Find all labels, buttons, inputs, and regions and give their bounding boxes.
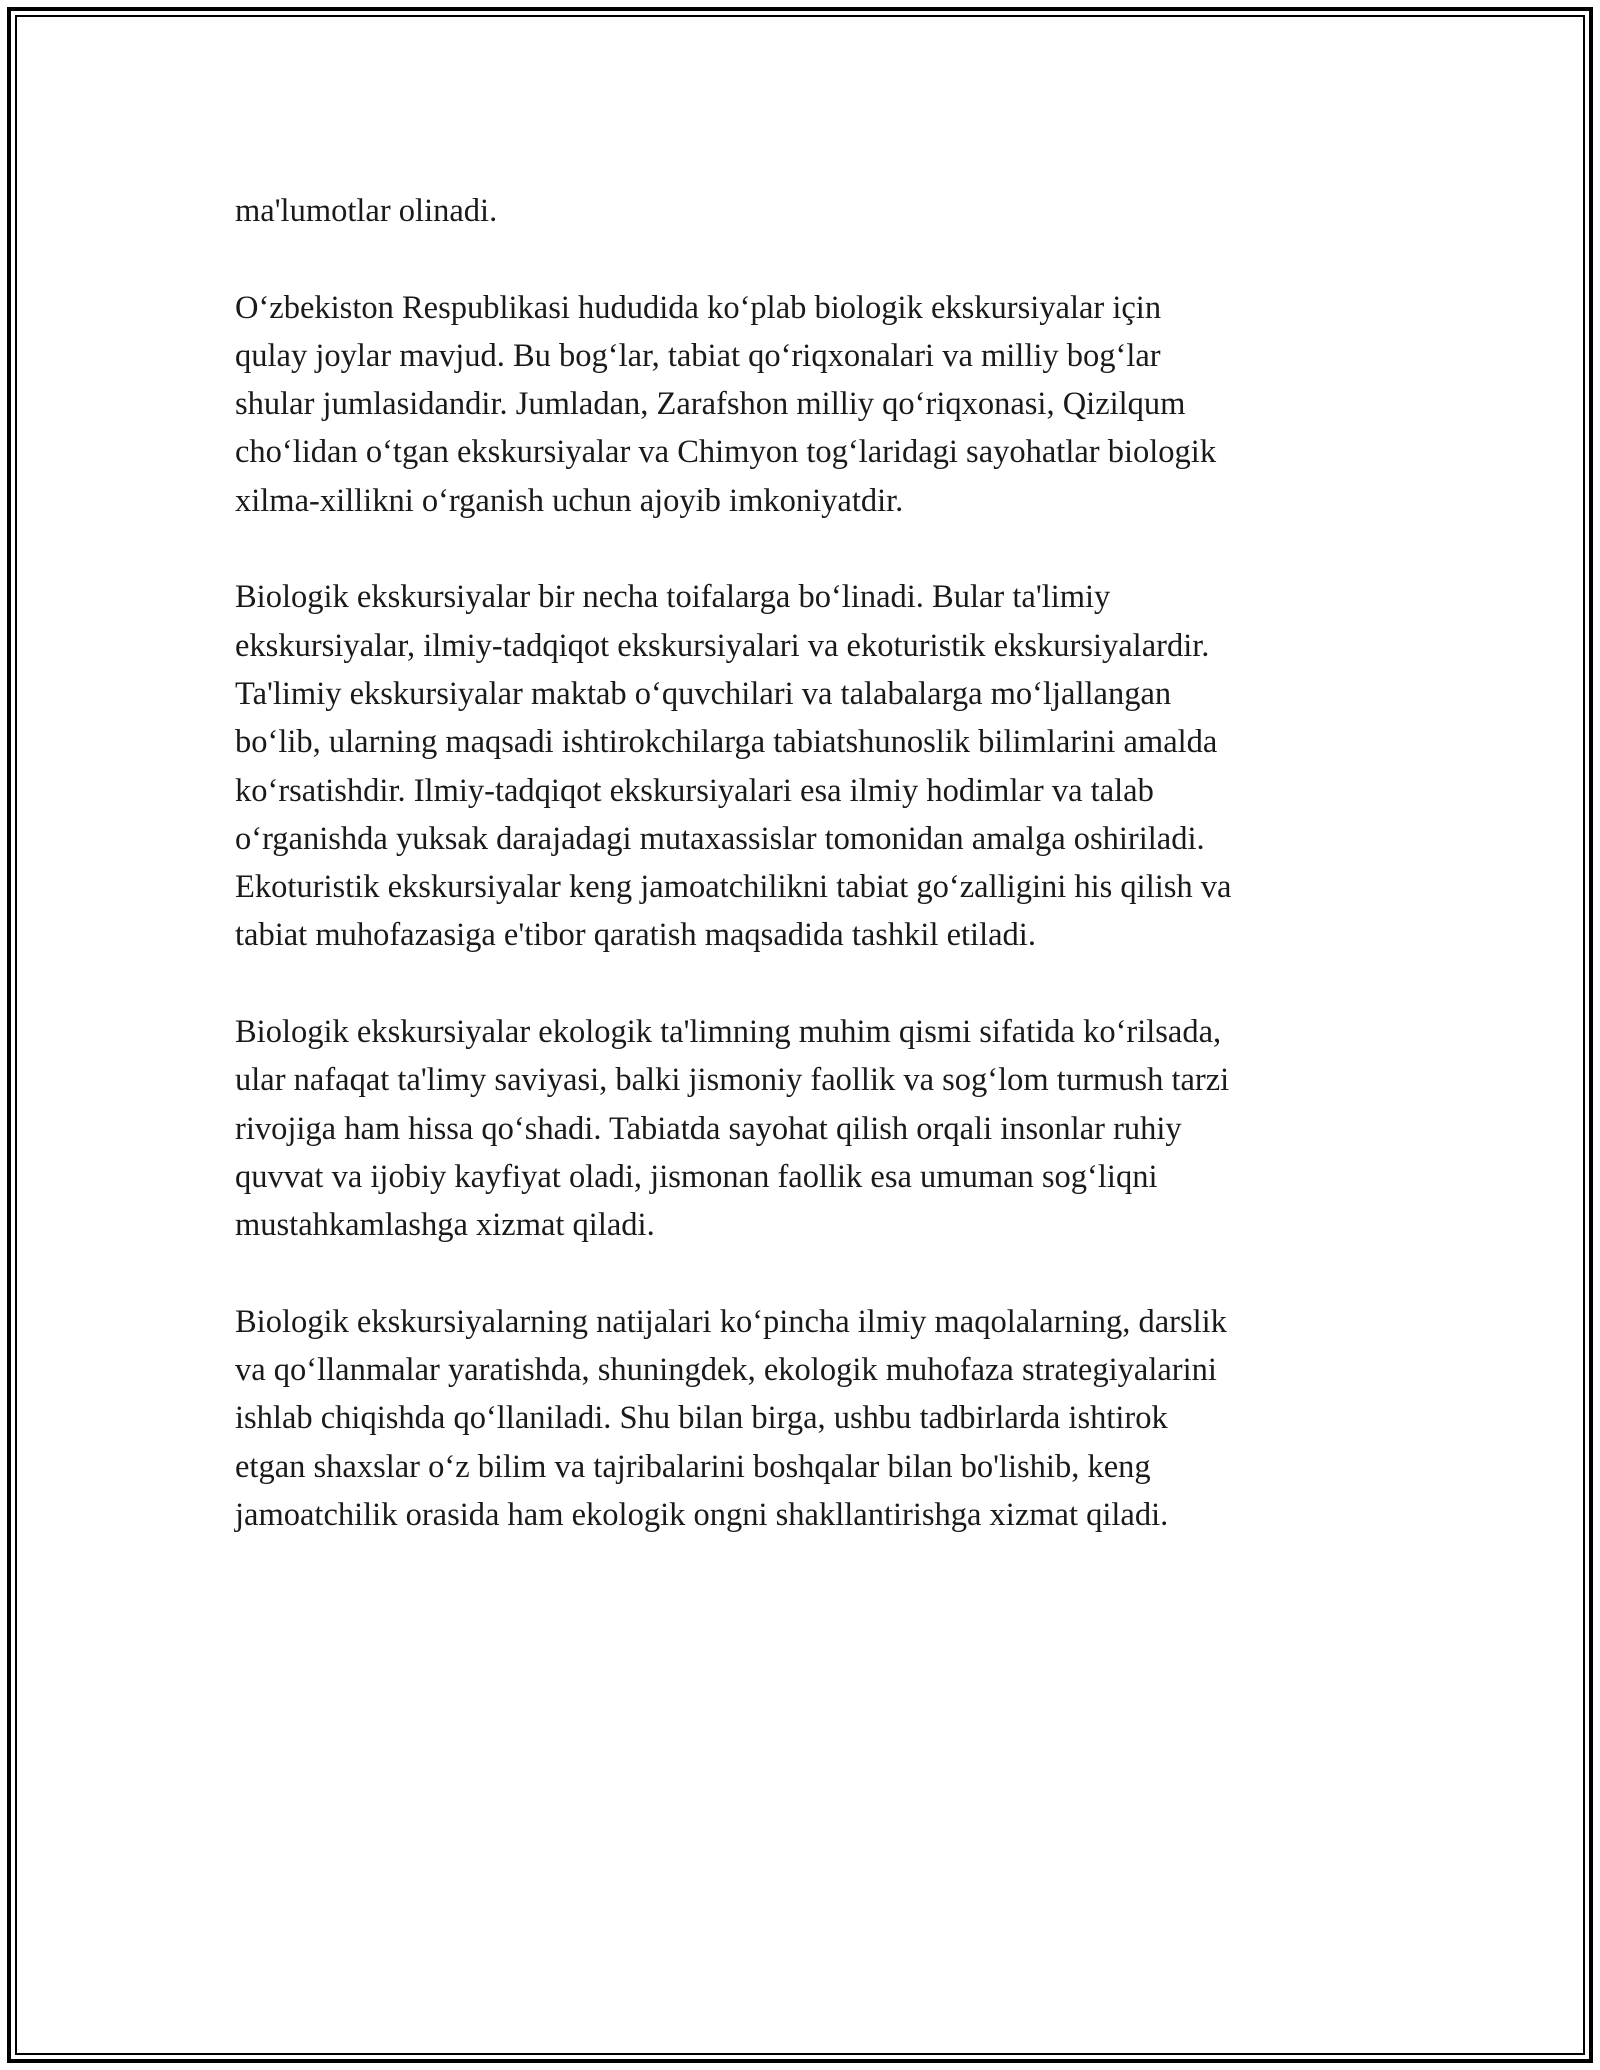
paragraph-results [235,1298,1385,1539]
text-line: jamoatchilik orasida ham ekologik ongni shakllantirishga xizmat qiladi. [235,1497,1169,1534]
text-line: o‘rganishda yuksak darajadagi mutaxassislar tomonidan amalga oshiriladi. [235,820,1205,857]
paragraph-health [235,1008,1385,1249]
text-line: ekskursiyalar, ilmiy-tadqiqot ekskursiyalari va ekoturistik ekskursiyalardir. [235,627,1210,664]
text-line: O‘zbekiston Respublikasi hududida ko‘plab biologik ekskursiyalar için [235,289,1162,326]
text-line: Ta'limiy ekskursiyalar maktab o‘quvchilari va talabalarga mo‘ljallangan [235,675,1172,712]
text-line: Biologik ekskursiyalar bir necha toifalarga bo‘linadi. Bular ta'limiy [235,579,1111,616]
text-line: Biologik ekskursiyalarning natijalari ko‘pincha ilmiy maqolalarning, darslik [235,1303,1227,1340]
text-line: Biologik ekskursiyalar ekologik ta'limning muhim qismi sifatida ko‘rilsada, [235,1014,1222,1051]
text-line: Ekoturistik ekskursiyalar keng jamoatchilikni tabiat go‘zalligini his qilish va [235,869,1232,906]
text-line: cho‘lidan o‘tgan ekskursiyalar va Chimyon tog‘laridagi sayohatlar biologik [235,434,1217,471]
text-line: bo‘lib, ularning maqsadi ishtirokchilarga tabiatshunoslik bilimlarini amalda [235,724,1218,761]
text-line: xilma-xillikni o‘rganish uchun ajoyib imkoniyatdir. [235,482,904,519]
text-line: mustahkamlashga xizmat qiladi. [235,1207,655,1244]
text-line: tabiat muhofazasiga e'tibor qaratish maqsadida tashkil etiladi. [235,917,1036,954]
text-line: shular jumlasidandir. Jumladan, Zarafshon milliy qo‘riqxonasi, Qizilqum [235,386,1186,423]
text-line: ular nafaqat ta'limy saviyasi, balki jismoniy faollik va sog‘lom turmush tarzi [235,1062,1230,1099]
text-line: qulay joylar mavjud. Bu bog‘lar, tabiat qo‘riqxonalari va milliy bog‘lar [235,337,1161,374]
paragraph-types [235,573,1385,959]
document-body [235,187,1385,1588]
text-line: ko‘rsatishdir. Ilmiy-tadqiqot ekskursiyalari esa ilmiy hodimlar va talab [235,772,1154,809]
text-line: ma'lumotlar olinadi. [235,193,498,229]
text-line: rivojiga ham hissa qo‘shadi. Tabiatda sayohat qilish orqali insonlar ruhiy [235,1110,1182,1147]
text-line: quvvat va ijobiy kayfiyat oladi, jismonan faollik esa umuman sog‘liqni [235,1158,1158,1195]
paragraph-continuation [235,187,1385,235]
text-line: etgan shaxslar o‘z bilim va tajribalarini boshqalar bilan bo'lishib, keng [235,1448,1151,1485]
text-line: ishlab chiqishda qo‘llaniladi. Shu bilan birga, ushbu tadbirlarda ishtirok [235,1400,1168,1437]
paragraph-locations [235,284,1385,525]
text-line: va qo‘llanmalar yaratishda, shuningdek, ekologik muhofaza strategiyalarini [235,1352,1217,1389]
